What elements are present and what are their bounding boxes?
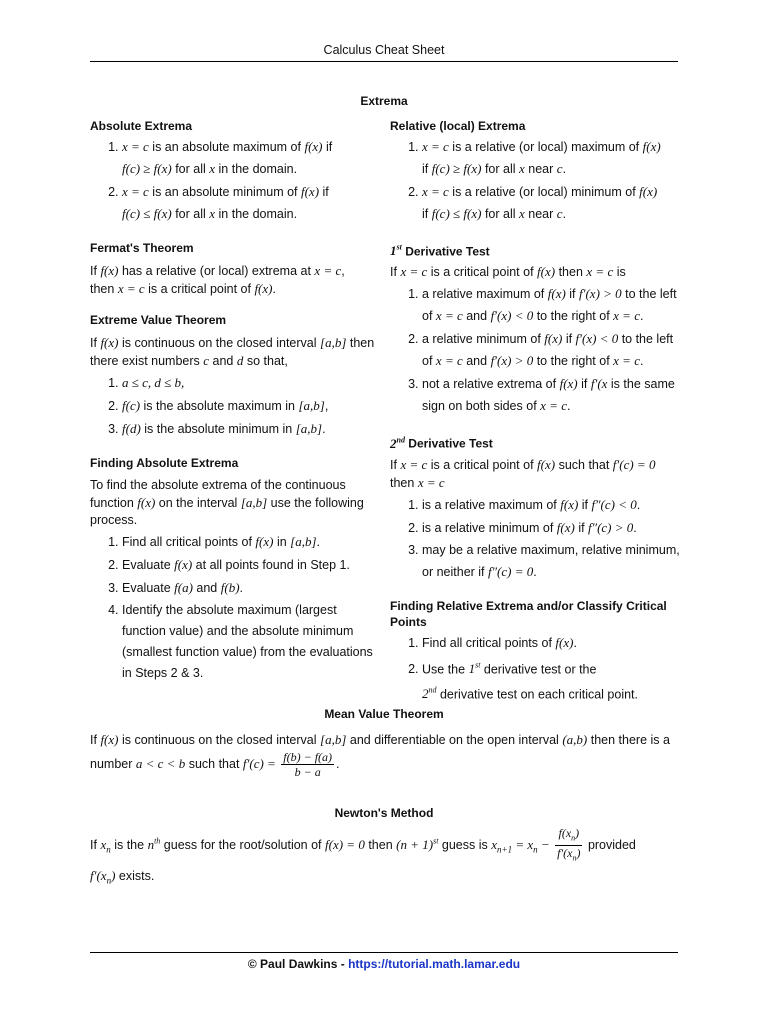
fae-text: To find the absolute extrema of the continuous function f(x) on the interval [a,b] use the following process.	[90, 478, 364, 527]
fermat-text: If f(x) has a relative (or local) extrema at x = c, then x = c is a critical point of f(x).	[90, 263, 345, 296]
list-item: 2. x = c is an absolute minimum of f(x) if f(c) ≤ f(x) for all x in the domain.	[122, 181, 380, 225]
section-title-mvt: Mean Value Theorem	[324, 707, 444, 721]
copyright-text: © Paul Dawkins -	[247, 957, 345, 971]
section-title-extrema: Extrema	[360, 94, 408, 108]
mvt-fraction: $\frac{f(b) - f(a)}{b - a}$	[283, 750, 333, 779]
list-item: 2. a relative minimum of f(x) if f′(x) < 0 to the left of x = c and f′(x) > 0 to the right of x = c.	[422, 328, 682, 372]
list-item: 3. not a relative extrema of f(x) if f′(x is the same sign on both sides of x = c.	[422, 373, 682, 417]
list-item: 2. f(c) is the absolute maximum in [a,b],	[122, 395, 380, 417]
evt-text: If f(x) is continuous on the closed interval [a,b] then there exist numbers c and d so that,	[90, 335, 375, 368]
list-item: 3. may be a relative maximum, relative minimum, or neither if f″(c) = 0.	[422, 540, 682, 583]
fre-list	[390, 632, 682, 706]
page-header-title: Calculus Cheat Sheet	[323, 43, 445, 57]
list-item: 3. Evaluate f(a) and f(b).	[122, 577, 380, 599]
list-item: 2. Use the 1st derivative test or the 2nd derivative test on each critical point.	[422, 655, 682, 706]
list-item: 1. x = c is an absolute maximum of f(x) if f(c) ≥ f(x) for all x in the domain.	[122, 136, 380, 180]
newton-fraction: $\frac{f(x_n)}{f'(x_n)}$	[557, 826, 581, 863]
list-item: 1. a ≤ c, d ≤ b,	[122, 372, 380, 394]
list-item: 2. Evaluate f(x) at all points found in Step 1.	[122, 554, 380, 576]
footer-rule	[90, 952, 678, 953]
list-item: 1. is a relative maximum of f(x) if f″(c) < 0.	[422, 494, 682, 516]
d2-list	[390, 494, 682, 583]
mvt-text: If f(x) is continuous on the closed interval [a,b] and differentiable on the open interval (a,b) then there is a number a < c < b such that f′(c) = $\frac{f(b) - f(a)}{b - a}$ .	[90, 732, 670, 779]
d2-text: If x = c is a critical point of f(x) such that f′(c) = 0 then x = c	[390, 456, 656, 490]
left-column	[90, 118, 380, 685]
list-item: 1. a relative maximum of f(x) if f′(x) > 0 to the left of x = c and f′(x) < 0 to the right of x = c.	[422, 283, 682, 327]
section-title-newton: Newton's Method	[334, 806, 434, 820]
right-column	[390, 118, 682, 706]
d1-text: If x = c is a critical point of f(x) then x = c is	[390, 264, 626, 280]
header-rule	[90, 61, 678, 62]
heading-extreme-value-theorem: Extreme Value Theorem	[90, 313, 227, 327]
fae-list	[90, 531, 380, 684]
list-item: 2. is a relative minimum of f(x) if f″(c) > 0.	[422, 517, 682, 539]
heading-finding-relative-extrema: Finding Relative Extrema and/or Classify Critical Points	[390, 598, 667, 629]
list-item: 3. f(d) is the absolute minimum in [a,b].	[122, 418, 380, 440]
relative-extrema-list	[390, 136, 682, 225]
list-item: 1. x = c is a relative (or local) maximum of f(x) if f(c) ≥ f(x) for all x near c.	[422, 136, 682, 180]
newton-text: If $x_n$ is the $n^{th}$ guess for the root/solution of f(x) = 0 then $(n + 1)^{st}$ guess is $x_{n+1} = x_n$ − $\frac{f(x_n)}{f'(x_n)}$ provided $f'(x_n)$ exists.	[90, 826, 636, 886]
evt-list	[90, 372, 380, 440]
absolute-extrema-list	[90, 136, 380, 225]
heading-relative-extrema: Relative (local) Extrema	[390, 119, 526, 133]
list-item: 2. x = c is a relative (or local) minimum of f(x) if f(c) ≤ f(x) for all x near c.	[422, 181, 682, 225]
heading-finding-absolute-extrema: Finding Absolute Extrema	[90, 456, 239, 470]
heading-first-derivative-test: 1st Derivative Test	[390, 243, 490, 259]
list-item: 4. Identify the absolute maximum (largest function value) and the absolute minimum (smallest function value) from the evaluations in Steps 2 & 3.	[122, 600, 380, 684]
list-item: 1. Find all critical points of f(x) in [a,b].	[122, 531, 380, 553]
d1-list	[390, 283, 682, 417]
tutorial-link[interactable]: https://tutorial.math.lamar.edu	[348, 957, 521, 971]
footer	[90, 957, 678, 971]
heading-absolute-extrema: Absolute Extrema	[90, 119, 193, 133]
heading-second-derivative-test: 2nd Derivative Test	[390, 435, 493, 451]
list-item: 1. Find all critical points of f(x).	[422, 632, 682, 654]
heading-fermats-theorem: Fermat's Theorem	[90, 241, 194, 255]
